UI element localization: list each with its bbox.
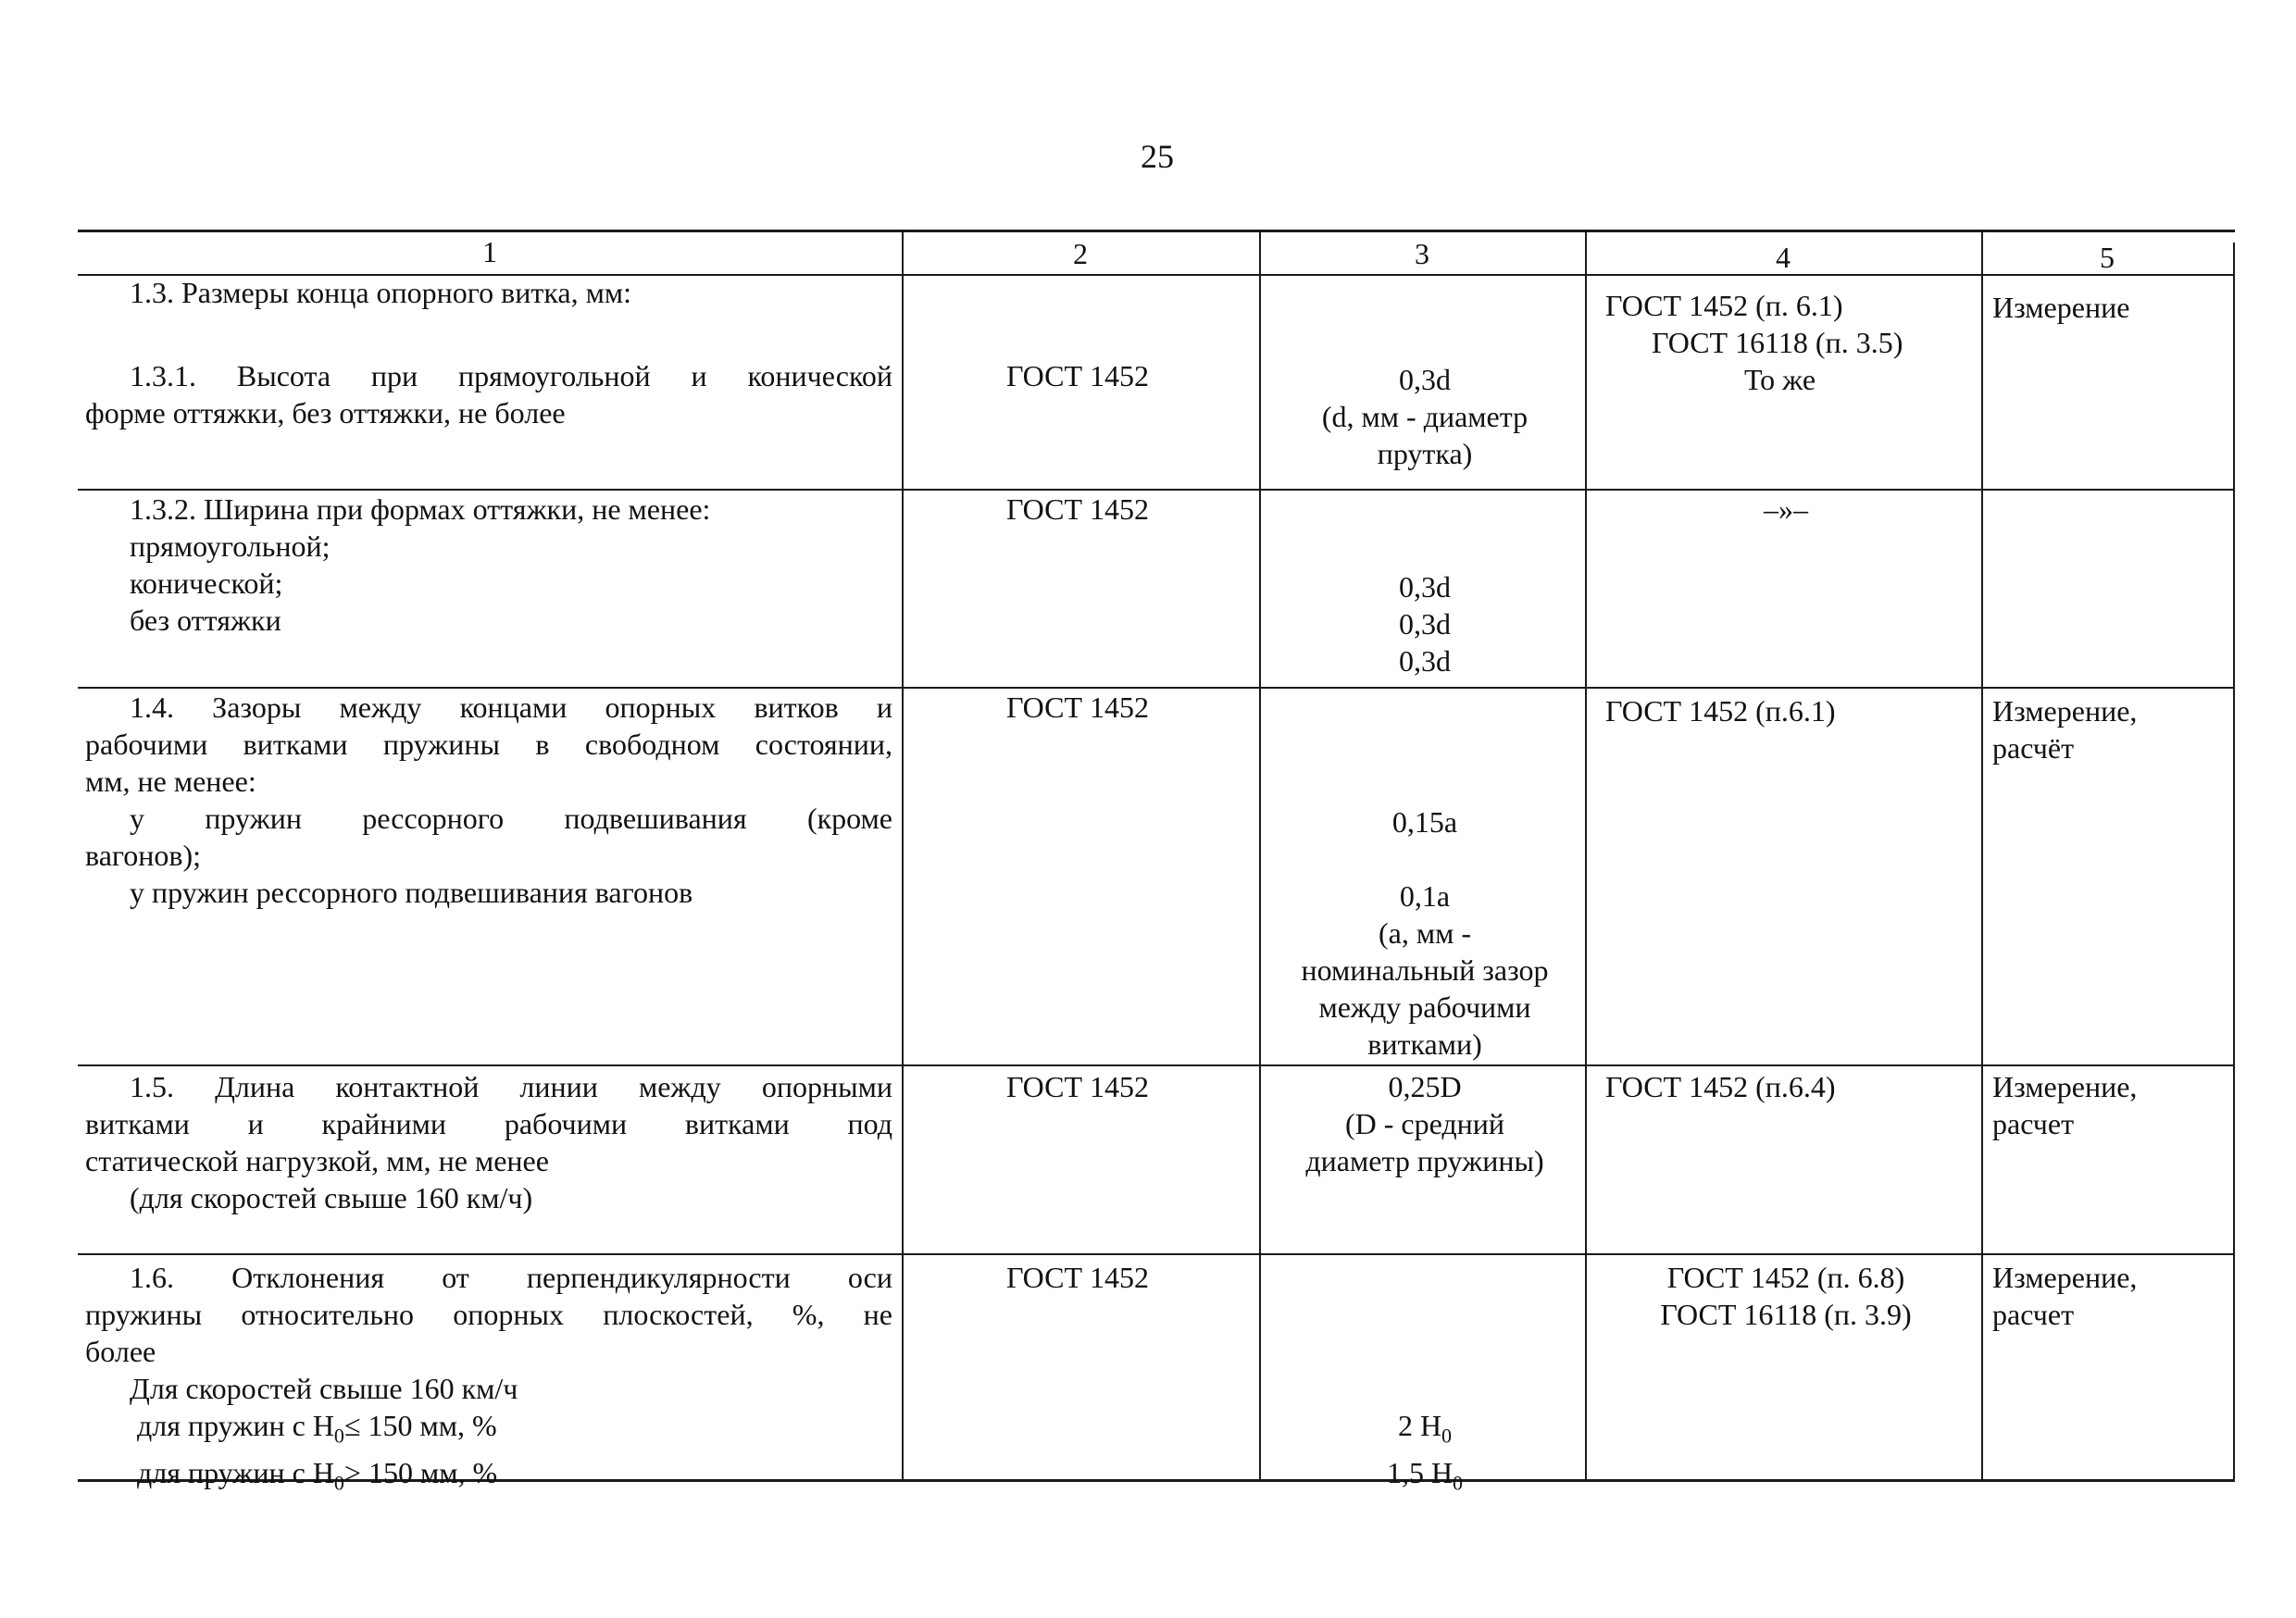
row-1-6-standard: ГОСТ 1452 [1005, 1261, 1150, 1294]
row-1-4-description: 1.4. Зазоры между концами опорных витков и рабочими витками пружины в свободном состоянии, мм, не менее: у пружин рессорного подвешивания (кроме вагонов); у пружин рессорного подвешивания вагонов [85, 691, 892, 909]
row-1-3-value: 0,3d (d, мм - диаметр прутка) [1321, 363, 1529, 470]
row-1-4-control: Измерение, расчёт [1992, 694, 2138, 765]
header-col-3: 3 [1415, 237, 1429, 270]
table-top-rule [78, 230, 2235, 232]
row-1-6-control: Измерение, расчет [1992, 1261, 2138, 1331]
row-1-3-control: Измерение [1992, 291, 2130, 324]
requirements-table [78, 230, 2235, 1495]
row-rule [78, 1064, 2235, 1066]
header-col-5: 5 [2100, 241, 2115, 274]
row-1-3-description: 1.3. Размеры конца опорного витка, мм: [130, 276, 631, 309]
table-right-rule [2233, 243, 2235, 1481]
row-1-6-value: 2 $H_0$ 1,5 $H_0$ [1386, 1409, 1464, 1495]
page-number: 25 [1141, 138, 1174, 175]
row-1-3-2-method-standard: –»– [1764, 492, 1808, 526]
header-col-4: 4 [1776, 241, 1791, 274]
row-rule [78, 1253, 2235, 1255]
row-1-6-method-standard: ГОСТ 1452 (п. 6.8) ГОСТ 16118 (п. 3.9) [1660, 1261, 1912, 1331]
row-1-3-2-standard: ГОСТ 1452 [1005, 492, 1150, 526]
column-rule [902, 230, 904, 1481]
row-1-3-method-standard: ГОСТ 1452 (п. 6.1) ГОСТ 16118 (п. 3.5) То же [1605, 289, 1903, 396]
row-1-5-control: Измерение, расчет [1992, 1070, 2138, 1140]
row-1-6-description: 1.6. Отклонения от перпендикулярности оси пружины относительно опорных плоскостей, %, не более Для скоростей свыше 160 км/ч для пружин с $H_0\le 150$ мм, % для пружин с $H_0> 150$ мм, % [85, 1261, 892, 1495]
row-1-3-2-description: 1.3.2. Ширина при формах оттяжки, не менее: прямоугольной; конической; без оттяжки [130, 492, 711, 637]
header-col-1: 1 [482, 235, 497, 268]
row-1-5-method-standard: ГОСТ 1452 (п.6.4) [1605, 1070, 1836, 1103]
column-rule [1585, 230, 1587, 1481]
row-1-4-standard: ГОСТ 1452 [1005, 691, 1150, 724]
row-1-3-standard: ГОСТ 1452 [1005, 359, 1150, 392]
row-1-5-standard: ГОСТ 1452 [1005, 1070, 1150, 1103]
row-1-3-1-description: 1.3.1. Высота при прямоугольной и конической форме оттяжки, без оттяжки, не более [85, 359, 892, 429]
row-1-5-value: 0,25D (D - средний диаметр пружины) [1305, 1070, 1544, 1177]
header-col-2: 2 [1073, 237, 1088, 270]
column-rule [1981, 230, 1983, 1481]
row-1-4-value: 0,15a 0,1a (a, мм - номинальный зазор между рабочими витками) [1301, 805, 1549, 1061]
row-1-4-method-standard: ГОСТ 1452 (п.6.1) [1605, 694, 1836, 728]
column-rule [1259, 230, 1261, 1481]
row-1-3-2-value: 0,3d 0,3d 0,3d [1399, 570, 1451, 678]
row-1-5-description: 1.5. Длина контактной линии между опорными витками и крайними рабочими витками под статической нагрузкой, мм, не менее (для скоростей свыше 160 км/ч) [85, 1070, 892, 1214]
